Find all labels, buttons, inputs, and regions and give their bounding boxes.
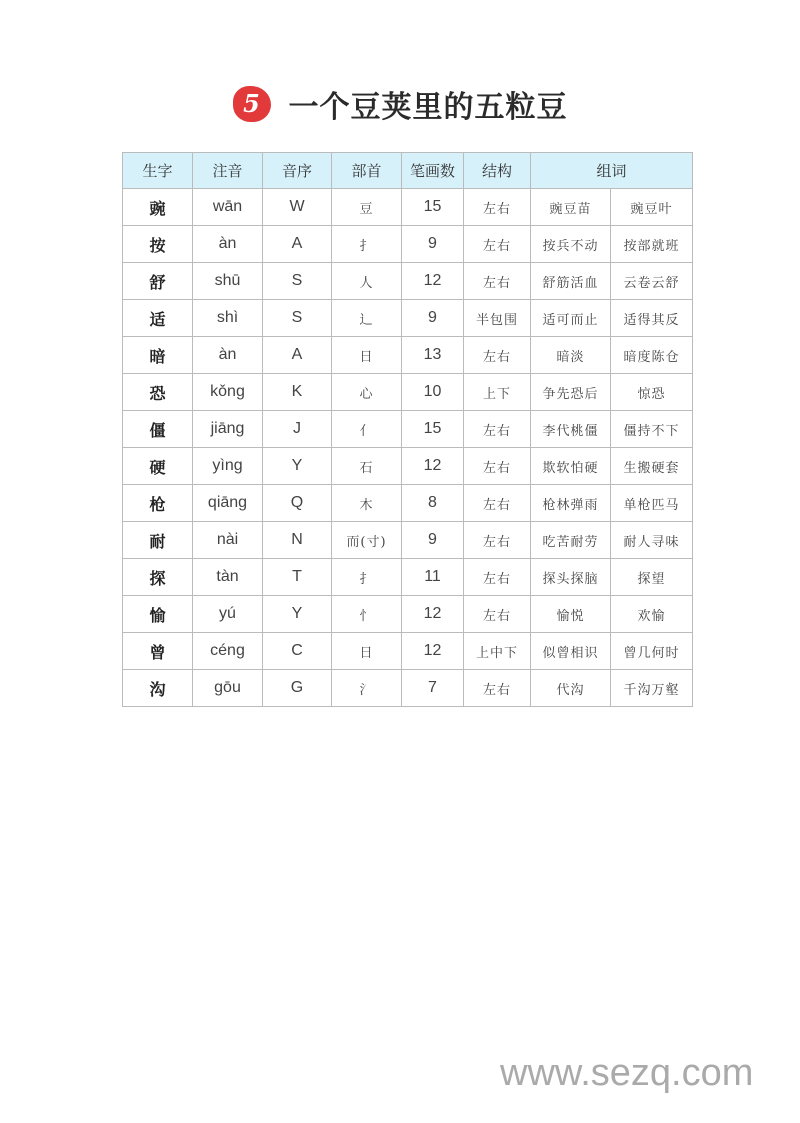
pinyin-cell: shì xyxy=(193,300,263,337)
pinyin-cell: wān xyxy=(193,189,263,226)
header-words: 组词 xyxy=(531,153,693,189)
table-row xyxy=(123,448,693,485)
lesson-title: 一个豆荚里的五粒豆 xyxy=(288,90,568,125)
word-cell-1: 愉悦 xyxy=(531,596,611,633)
structure-cell: 半包围 xyxy=(464,300,531,337)
word-cell-1: 吃苦耐劳 xyxy=(531,522,611,559)
word-cell-1: 暗淡 xyxy=(531,337,611,374)
pinyin-cell: tàn xyxy=(193,559,263,596)
char-cell: 愉 xyxy=(123,596,193,633)
page-title xyxy=(0,82,800,126)
pinyin-cell: gōu xyxy=(193,670,263,707)
word-cell-1: 豌豆苗 xyxy=(531,189,611,226)
word-cell-2: 僵持不下 xyxy=(611,411,693,448)
char-cell: 沟 xyxy=(123,670,193,707)
strokes-cell: 11 xyxy=(402,559,464,596)
word-cell-1: 适可而止 xyxy=(531,300,611,337)
char-cell: 恐 xyxy=(123,374,193,411)
initial-cell: S xyxy=(263,300,332,337)
initial-cell: Q xyxy=(263,485,332,522)
radical-cell: 日 xyxy=(332,633,402,670)
table-row xyxy=(123,411,693,448)
strokes-cell: 8 xyxy=(402,485,464,522)
structure-cell: 左右 xyxy=(464,448,531,485)
header-pinyin: 注音 xyxy=(193,153,263,189)
table-row xyxy=(123,189,693,226)
table-row xyxy=(123,374,693,411)
pinyin-cell: qiāng xyxy=(193,485,263,522)
header-structure: 结构 xyxy=(464,153,531,189)
initial-cell: A xyxy=(263,226,332,263)
radical-cell: 氵 xyxy=(332,670,402,707)
strokes-cell: 12 xyxy=(402,596,464,633)
pinyin-cell: shū xyxy=(193,263,263,300)
word-cell-2: 惊恐 xyxy=(611,374,693,411)
char-cell: 枪 xyxy=(123,485,193,522)
word-cell-1: 代沟 xyxy=(531,670,611,707)
structure-cell: 左右 xyxy=(464,263,531,300)
table-row xyxy=(123,670,693,707)
radical-cell: 而(寸) xyxy=(332,522,402,559)
table-row xyxy=(123,522,693,559)
table-row xyxy=(123,337,693,374)
strokes-cell: 9 xyxy=(402,522,464,559)
radical-cell: 扌 xyxy=(332,559,402,596)
word-cell-2: 耐人寻味 xyxy=(611,522,693,559)
structure-cell: 上下 xyxy=(464,374,531,411)
structure-cell: 左右 xyxy=(464,189,531,226)
char-cell: 暗 xyxy=(123,337,193,374)
radical-cell: 人 xyxy=(332,263,402,300)
word-cell-1: 探头探脑 xyxy=(531,559,611,596)
table-row xyxy=(123,300,693,337)
strokes-cell: 15 xyxy=(402,411,464,448)
word-cell-2: 欢愉 xyxy=(611,596,693,633)
header-initial: 音序 xyxy=(263,153,332,189)
pinyin-cell: jiāng xyxy=(193,411,263,448)
structure-cell: 左右 xyxy=(464,337,531,374)
table-row xyxy=(123,559,693,596)
strokes-cell: 10 xyxy=(402,374,464,411)
char-cell: 探 xyxy=(123,559,193,596)
radical-cell: 木 xyxy=(332,485,402,522)
word-cell-1: 李代桃僵 xyxy=(531,411,611,448)
vocab-table xyxy=(122,152,693,707)
word-cell-2: 探望 xyxy=(611,559,693,596)
structure-cell: 左右 xyxy=(464,226,531,263)
table-row xyxy=(123,633,693,670)
structure-cell: 上中下 xyxy=(464,633,531,670)
lesson-number-badge: 5 xyxy=(233,86,271,122)
radical-cell: 豆 xyxy=(332,189,402,226)
initial-cell: K xyxy=(263,374,332,411)
word-cell-1: 似曾相识 xyxy=(531,633,611,670)
strokes-cell: 9 xyxy=(402,226,464,263)
strokes-cell: 12 xyxy=(402,263,464,300)
word-cell-1: 欺软怕硬 xyxy=(531,448,611,485)
header-char: 生字 xyxy=(123,153,193,189)
word-cell-2: 云卷云舒 xyxy=(611,263,693,300)
char-cell: 舒 xyxy=(123,263,193,300)
word-cell-2: 适得其反 xyxy=(611,300,693,337)
strokes-cell: 12 xyxy=(402,633,464,670)
watermark: www.sezq.com xyxy=(500,1052,754,1094)
structure-cell: 左右 xyxy=(464,411,531,448)
strokes-cell: 9 xyxy=(402,300,464,337)
pinyin-cell: yìng xyxy=(193,448,263,485)
word-cell-1: 枪林弹雨 xyxy=(531,485,611,522)
initial-cell: Y xyxy=(263,448,332,485)
pinyin-cell: céng xyxy=(193,633,263,670)
table-row xyxy=(123,263,693,300)
structure-cell: 左右 xyxy=(464,596,531,633)
pinyin-cell: yú xyxy=(193,596,263,633)
word-cell-1: 按兵不动 xyxy=(531,226,611,263)
table-row xyxy=(123,485,693,522)
radical-cell: 辶 xyxy=(332,300,402,337)
initial-cell: W xyxy=(263,189,332,226)
word-cell-1: 舒筋活血 xyxy=(531,263,611,300)
structure-cell: 左右 xyxy=(464,485,531,522)
radical-cell: 亻 xyxy=(332,411,402,448)
initial-cell: J xyxy=(263,411,332,448)
word-cell-2: 生搬硬套 xyxy=(611,448,693,485)
char-cell: 硬 xyxy=(123,448,193,485)
table-row xyxy=(123,226,693,263)
table-row xyxy=(123,596,693,633)
strokes-cell: 15 xyxy=(402,189,464,226)
initial-cell: N xyxy=(263,522,332,559)
radical-cell: 日 xyxy=(332,337,402,374)
word-cell-2: 暗度陈仓 xyxy=(611,337,693,374)
word-cell-2: 千沟万壑 xyxy=(611,670,693,707)
strokes-cell: 12 xyxy=(402,448,464,485)
word-cell-1: 争先恐后 xyxy=(531,374,611,411)
char-cell: 适 xyxy=(123,300,193,337)
char-cell: 曾 xyxy=(123,633,193,670)
strokes-cell: 13 xyxy=(402,337,464,374)
initial-cell: G xyxy=(263,670,332,707)
structure-cell: 左右 xyxy=(464,522,531,559)
radical-cell: 扌 xyxy=(332,226,402,263)
word-cell-2: 豌豆叶 xyxy=(611,189,693,226)
char-cell: 耐 xyxy=(123,522,193,559)
header-radical: 部首 xyxy=(332,153,402,189)
radical-cell: 心 xyxy=(332,374,402,411)
pinyin-cell: àn xyxy=(193,337,263,374)
char-cell: 豌 xyxy=(123,189,193,226)
word-cell-2: 单枪匹马 xyxy=(611,485,693,522)
pinyin-cell: kǒng xyxy=(193,374,263,411)
radical-cell: 石 xyxy=(332,448,402,485)
pinyin-cell: nài xyxy=(193,522,263,559)
initial-cell: A xyxy=(263,337,332,374)
structure-cell: 左右 xyxy=(464,559,531,596)
radical-cell: 忄 xyxy=(332,596,402,633)
header-strokes: 笔画数 xyxy=(402,153,464,189)
initial-cell: S xyxy=(263,263,332,300)
word-cell-2: 曾几何时 xyxy=(611,633,693,670)
strokes-cell: 7 xyxy=(402,670,464,707)
pinyin-cell: àn xyxy=(193,226,263,263)
initial-cell: T xyxy=(263,559,332,596)
initial-cell: C xyxy=(263,633,332,670)
char-cell: 僵 xyxy=(123,411,193,448)
char-cell: 按 xyxy=(123,226,193,263)
table-header-row xyxy=(123,153,693,189)
initial-cell: Y xyxy=(263,596,332,633)
structure-cell: 左右 xyxy=(464,670,531,707)
word-cell-2: 按部就班 xyxy=(611,226,693,263)
